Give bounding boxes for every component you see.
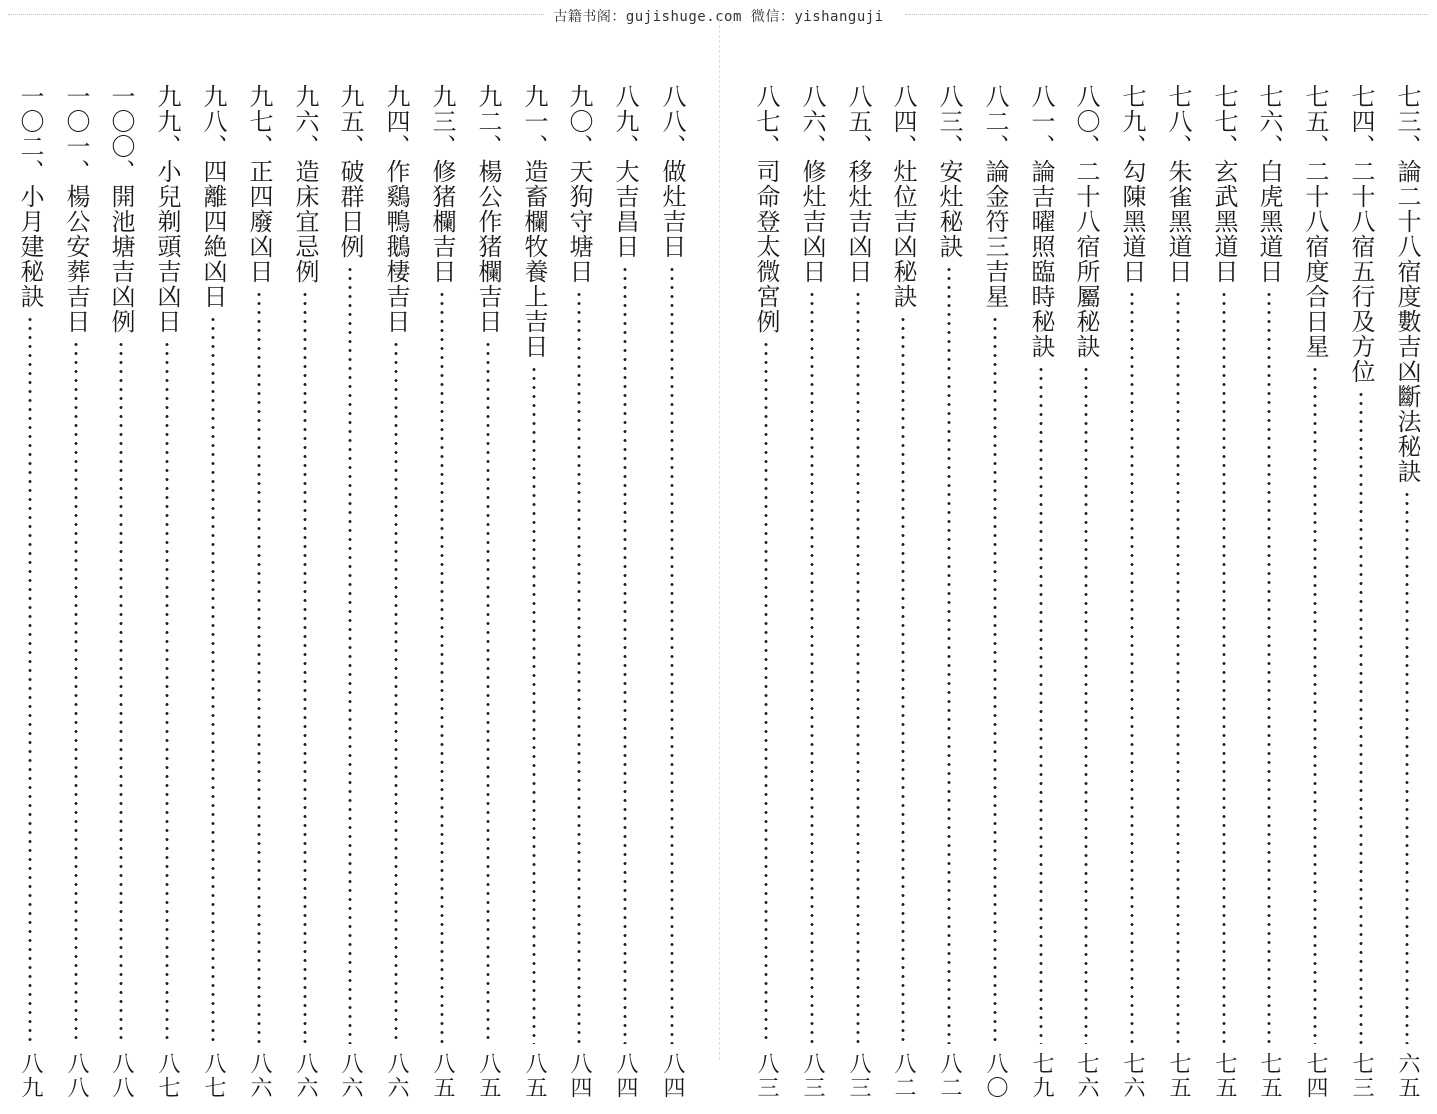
dot-leader [394, 340, 398, 1044]
toc-entry[interactable] [1114, 84, 1150, 1100]
dot-leader [348, 265, 352, 1044]
toc-entry[interactable] [1343, 84, 1379, 1100]
entry-title: 一〇二、小月建秘訣 [16, 84, 44, 309]
dot-leader [1222, 290, 1226, 1044]
entry-page-number: 六五 [1395, 1052, 1420, 1100]
toc-entry[interactable] [12, 84, 48, 1100]
entry-title: 八八、做灶吉日 [658, 84, 686, 259]
dot-leader [28, 315, 32, 1044]
entry-title: 八四、灶位吉凶秘訣 [889, 84, 917, 309]
entry-page-number: 八六 [247, 1052, 272, 1100]
dot-leader [1359, 390, 1363, 1044]
entry-title: 八三、安灶秘訣 [935, 84, 963, 259]
toc-entry[interactable] [1389, 84, 1425, 1100]
entry-page-number: 八三 [754, 1052, 779, 1100]
entry-page-number: 七六 [1074, 1052, 1099, 1100]
entry-title: 七九、勾陳黑道日 [1118, 84, 1146, 284]
entry-title: 八〇、二十八宿所屬秘訣 [1072, 84, 1100, 359]
toc-entry[interactable] [794, 84, 830, 1100]
toc-entry[interactable] [885, 84, 921, 1100]
entry-page-number: 八六 [338, 1052, 363, 1100]
dot-leader [1267, 290, 1271, 1044]
entry-title: 九五、破群日例 [336, 84, 364, 259]
entry-page-number: 七四 [1303, 1052, 1328, 1100]
dot-leader [623, 265, 627, 1044]
toc-entry[interactable] [1206, 84, 1242, 1100]
toc-entry[interactable] [58, 84, 94, 1100]
entry-page-number: 八八 [109, 1052, 134, 1100]
entry-title: 八六、修灶吉凶日 [798, 84, 826, 284]
dot-leader [1176, 290, 1180, 1044]
entry-title: 七六、白虎黑道日 [1255, 84, 1283, 284]
toc-entry[interactable] [1251, 84, 1287, 1100]
entry-title: 九四、作鷄鴨鵝棲吉日 [382, 84, 410, 334]
entry-title: 九三、修猪欄吉日 [428, 84, 456, 284]
entry-title: 九一、造畜欄牧養上吉日 [520, 84, 548, 359]
entry-page-number: 八三 [800, 1052, 825, 1100]
dot-leader [856, 290, 860, 1044]
entry-page-number: 八五 [522, 1052, 547, 1100]
dot-leader [670, 265, 674, 1044]
entry-title: 九六、造床宜忌例 [291, 84, 319, 284]
entry-title: 九二、楊公作猪欄吉日 [474, 84, 502, 334]
watermark-text: 古籍书阁：gujishuge.com 微信：yishanguji [553, 9, 884, 25]
dot-leader [119, 340, 123, 1044]
entry-page-number: 八二 [937, 1052, 962, 1100]
entry-title: 七五、二十八宿度合日星 [1301, 84, 1329, 359]
toc-entry[interactable] [332, 84, 368, 1100]
entry-page-number: 八四 [567, 1052, 592, 1100]
dot-leader [901, 315, 905, 1044]
toc-entry[interactable] [149, 84, 185, 1100]
toc-entry[interactable] [748, 84, 784, 1100]
entry-title: 一〇一、楊公安葬吉日 [62, 84, 90, 334]
entry-title: 八九、大吉昌日 [611, 84, 639, 259]
toc-entry[interactable] [561, 84, 597, 1100]
toc-entry[interactable] [378, 84, 414, 1100]
dot-leader [1039, 365, 1043, 1044]
right-toc-page [719, 0, 1437, 1114]
entry-page-number: 七五 [1212, 1052, 1237, 1100]
entry-title: 七七、玄武黑道日 [1210, 84, 1238, 284]
entry-page-number: 八五 [476, 1052, 501, 1100]
entry-title: 七八、朱雀黑道日 [1164, 84, 1192, 284]
toc-entry[interactable] [424, 84, 460, 1100]
dot-leader [486, 340, 490, 1044]
dot-leader [440, 290, 444, 1044]
entry-page-number: 八〇 [983, 1052, 1008, 1100]
toc-entry[interactable] [470, 84, 506, 1100]
entry-title: 七三、論二十八宿度數吉凶斷法秘訣 [1393, 84, 1421, 484]
entry-title: 一〇〇、開池塘吉凶例 [107, 84, 135, 334]
toc-entry[interactable] [1297, 84, 1333, 1100]
entry-title: 八二、論金符三吉星 [981, 84, 1009, 309]
entry-page-number: 八六 [384, 1052, 409, 1100]
entry-title: 九〇、天狗守塘日 [565, 84, 593, 284]
dot-leader [165, 340, 169, 1044]
dot-leader [532, 365, 536, 1044]
entry-page-number: 七三 [1349, 1052, 1374, 1100]
dot-leader [303, 290, 307, 1044]
entry-page-number: 八九 [18, 1052, 43, 1100]
dot-leader [1405, 490, 1409, 1044]
entry-page-number: 八六 [293, 1052, 318, 1100]
toc-entry[interactable] [1068, 84, 1104, 1100]
toc-entry[interactable] [103, 84, 139, 1100]
dot-leader [74, 340, 78, 1044]
toc-entry[interactable] [516, 84, 552, 1100]
toc-entry[interactable] [931, 84, 967, 1100]
entry-page-number: 八三 [846, 1052, 871, 1100]
toc-entry[interactable] [840, 84, 876, 1100]
entry-title: 八七、司命登太微宮例 [752, 84, 780, 334]
toc-entry[interactable] [1160, 84, 1196, 1100]
entry-page-number: 八四 [613, 1052, 638, 1100]
dot-leader [577, 290, 581, 1044]
dot-leader [993, 315, 997, 1044]
dot-leader [947, 265, 951, 1044]
dot-leader [257, 290, 261, 1044]
dot-leader [764, 340, 768, 1044]
dot-leader [1313, 365, 1317, 1044]
entry-page-number: 七六 [1120, 1052, 1145, 1100]
entry-page-number: 八四 [660, 1052, 685, 1100]
toc-entry[interactable] [1023, 84, 1059, 1100]
entry-page-number: 八七 [155, 1052, 180, 1100]
entry-page-number: 八七 [201, 1052, 226, 1100]
dot-leader [1130, 290, 1134, 1044]
dot-leader [810, 290, 814, 1044]
entry-title: 七四、二十八宿五行及方位 [1347, 84, 1375, 384]
entry-title: 八五、移灶吉凶日 [844, 84, 872, 284]
entry-page-number: 八五 [430, 1052, 455, 1100]
entry-page-number: 七九 [1029, 1052, 1054, 1100]
entry-title: 九九、小兒剃頭吉凶日 [153, 84, 181, 334]
entry-page-number: 七五 [1257, 1052, 1282, 1100]
toc-entry[interactable] [287, 84, 323, 1100]
entry-title: 九八、四離四絶凶日 [199, 84, 227, 309]
entry-title: 八一、論吉曜照臨時秘訣 [1027, 84, 1055, 359]
toc-entry[interactable] [977, 84, 1013, 1100]
entry-page-number: 七五 [1166, 1052, 1191, 1100]
dot-leader [1084, 365, 1088, 1044]
entry-page-number: 八二 [891, 1052, 916, 1100]
dot-leader [211, 315, 215, 1044]
toc-entry[interactable] [654, 84, 690, 1100]
toc-entry[interactable] [195, 84, 231, 1100]
entry-title: 九七、正四廢凶日 [245, 84, 273, 284]
toc-entry[interactable] [607, 84, 643, 1100]
entry-page-number: 八八 [64, 1052, 89, 1100]
toc-entry[interactable] [241, 84, 277, 1100]
